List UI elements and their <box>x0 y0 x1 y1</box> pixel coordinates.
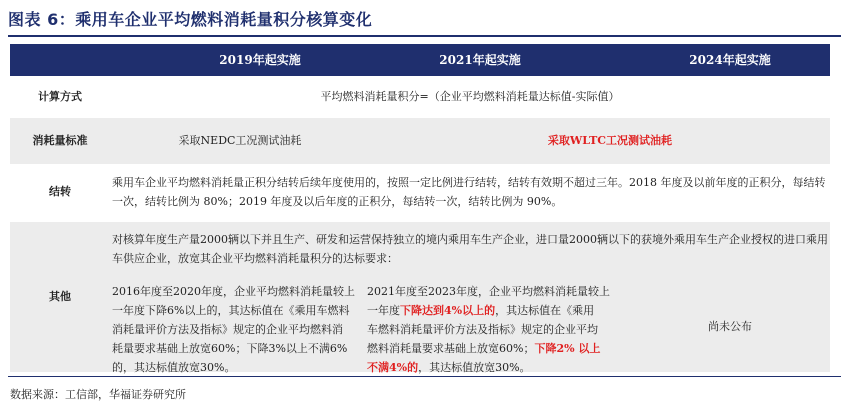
title-divider <box>8 35 841 37</box>
other-c2-line-2 <box>367 301 617 320</box>
row-other <box>10 222 830 372</box>
calc-formula: 平均燃料消耗量积分=（企业平均燃料消耗量达标值-实际值） <box>320 90 620 103</box>
other-intro-line-2: 车供应企业，放宽其企业平均燃料消耗量积分的达标要求： <box>112 252 398 265</box>
standard-wltc: 采取WLTC工况测试油耗 <box>547 134 673 147</box>
other-2024: 尚未公布 <box>708 320 752 333</box>
header-2024: 2024年起实施 <box>689 53 771 67</box>
carry-line-1: 乘用车企业平均燃料消耗量正积分结转后续年度使用的，按照一定比例进行结转，结转有效期不超过三年。2018 年度及以前年度的正积分，每结转 <box>112 176 826 189</box>
row-calc <box>10 80 830 114</box>
other-c2-line-1: 2021年度至2023年度，企业平均燃料消耗量较上 <box>367 285 610 298</box>
source-note: 数据来源：工信部，华福证券研究所 <box>10 388 186 401</box>
row-label-other: 其他 <box>49 290 71 303</box>
figure-title: 图表 6：乘用车企业平均燃料消耗量积分核算变化 <box>8 10 373 29</box>
other-c2-line-4 <box>367 339 617 358</box>
row-label-calc: 计算方式 <box>38 90 82 103</box>
other-c1-line-4: 耗量要求基础上放宽60%；下降3%以上不满6% <box>112 342 348 355</box>
row-standard <box>10 118 830 164</box>
other-c2-text: ，其达标值放宽30%。 <box>418 361 531 374</box>
bottom-divider <box>8 376 841 377</box>
other-2016-2020 <box>112 282 362 377</box>
other-intro-line-1: 对核算年度生产量2000辆以下并且生产、研发和运营保持独立的境内乘用车生产企业，进口量2000辆以下的获境外乘用车生产企业授权的进口乘用 <box>112 233 828 246</box>
row-carry <box>10 168 830 216</box>
carry-line-2: 一次，结转比例为 80%；2019 年度及以后年度的正积分，每结转一次，结转比例为 90%。 <box>112 195 563 208</box>
other-c1-line-3: 消耗量评价方法及指标》规定的企业平均燃料消 <box>112 323 343 336</box>
other-c2-highlight-2pct: 下降2% 以上 <box>534 342 601 355</box>
row-label-carry: 结转 <box>49 185 71 198</box>
standard-nedc: 采取NEDC工况测试油耗 <box>178 134 302 147</box>
other-c2-text: 一年度 <box>367 304 400 317</box>
other-c1-line-1: 2016年度至2020年度，企业平均燃料消耗量较上 <box>112 285 355 298</box>
other-2021-2023 <box>367 282 617 377</box>
other-c1-line-5: 的，其达标值放宽30%。 <box>112 361 236 374</box>
carry-text <box>112 173 827 211</box>
other-c1-line-2: 一年度下降6%以上的，其达标值在《乘用车燃料 <box>112 304 350 317</box>
other-c2-text: ，其达标值在《乘用 <box>495 304 595 317</box>
other-intro <box>112 230 827 268</box>
other-c2-line-5 <box>367 358 617 377</box>
other-c2-text: 燃料消耗量要求基础上放宽60%； <box>367 342 535 355</box>
other-c2-highlight-4pct: 下降达到4%以上的 <box>400 304 496 317</box>
row-label-standard: 消耗量标准 <box>32 134 88 147</box>
other-c2-highlight-under4pct: 不满4%的 <box>367 361 419 374</box>
header-2019: 2019年起实施 <box>219 53 301 67</box>
header-2021: 2021年起实施 <box>439 53 521 67</box>
other-c2-line-3: 车燃料消耗量评价方法及指标》规定的企业平均 <box>367 323 598 336</box>
table-header <box>10 44 830 76</box>
